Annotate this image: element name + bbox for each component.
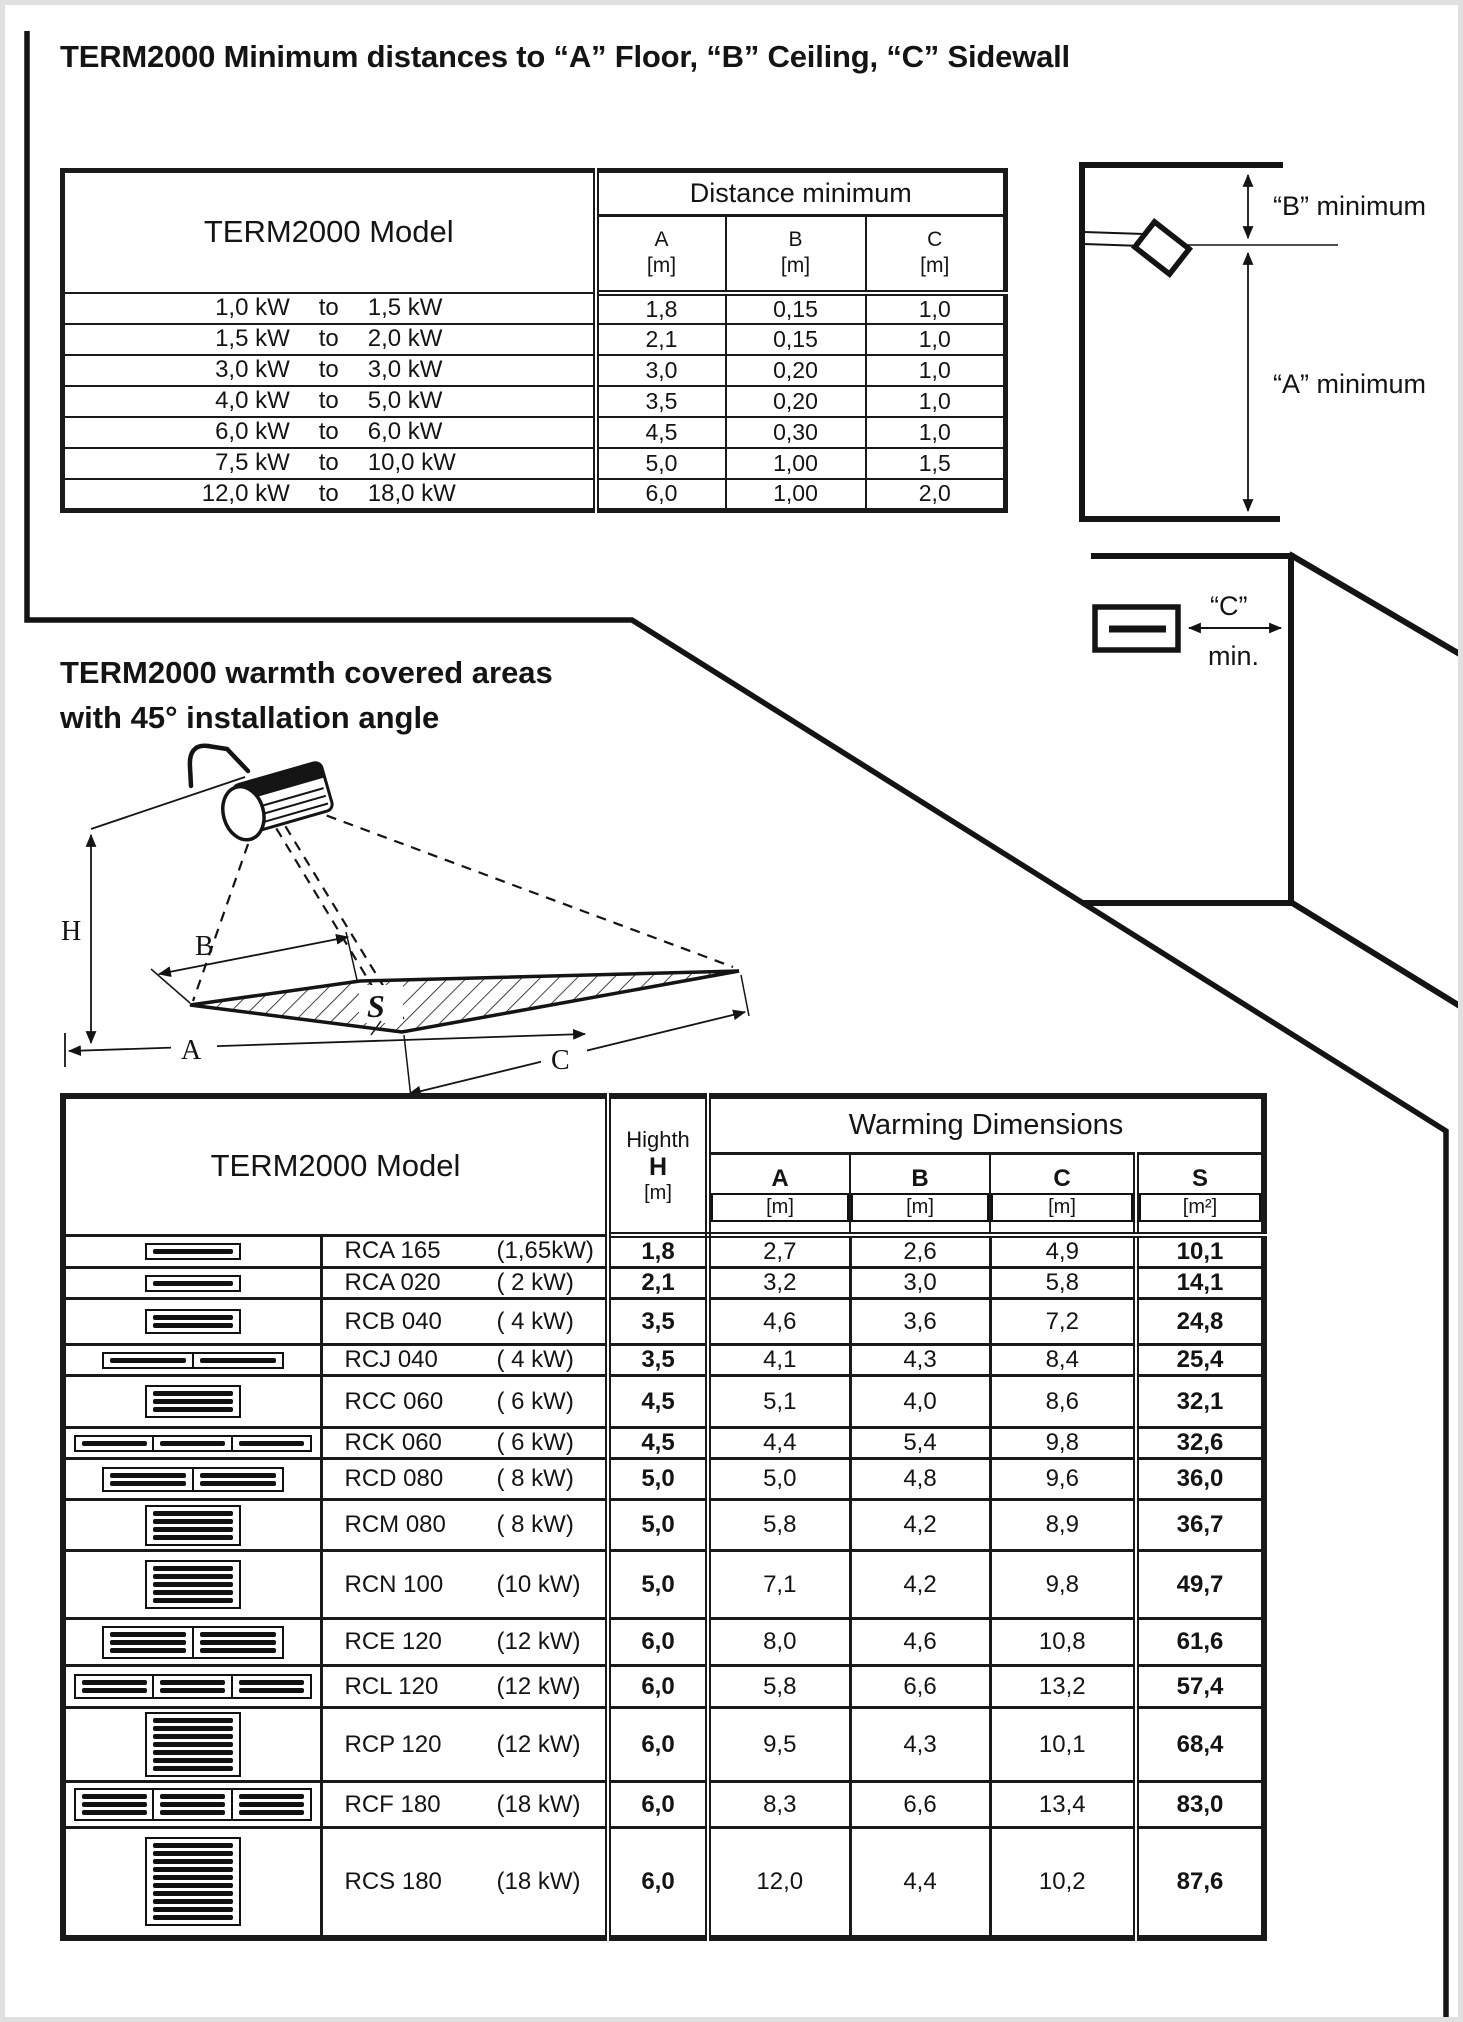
model-range-text: to bbox=[318, 356, 339, 383]
table-row bbox=[63, 1299, 1264, 1345]
heater-icon bbox=[66, 1243, 320, 1260]
a-minimum-label: “A” minimum bbox=[1273, 369, 1426, 399]
area-cell: 61,6 bbox=[1136, 1619, 1264, 1666]
model-power: (12 kW) bbox=[496, 1730, 581, 1758]
height-column-header bbox=[608, 1096, 708, 1235]
model-power: (18 kW) bbox=[496, 1790, 581, 1818]
value-a-cell: 9,5 bbox=[708, 1708, 850, 1782]
model-name-cell bbox=[321, 1299, 608, 1345]
model-name-cell bbox=[321, 1235, 608, 1268]
heater-icon-cell bbox=[63, 1268, 321, 1299]
heater-icon bbox=[66, 1788, 320, 1821]
area-cell: 32,6 bbox=[1136, 1428, 1264, 1459]
heater-icon-cell bbox=[63, 1619, 321, 1666]
heater-icon bbox=[66, 1837, 320, 1926]
table-row bbox=[63, 417, 1006, 448]
column-unit: [m] bbox=[920, 254, 950, 278]
value-c-cell: 9,6 bbox=[990, 1459, 1136, 1500]
heater-icon-cell bbox=[63, 1500, 321, 1551]
model-range-cell bbox=[63, 386, 596, 417]
model-name-cell bbox=[321, 1619, 608, 1666]
model-range-cell bbox=[63, 324, 596, 355]
column-unit: [m] bbox=[780, 254, 811, 278]
model-range-text: 10,0 kW bbox=[367, 449, 456, 476]
column-header-b bbox=[850, 1153, 990, 1235]
model-name-cell bbox=[321, 1268, 608, 1299]
column-label: A bbox=[771, 1164, 789, 1192]
value-a-cell: 8,3 bbox=[708, 1782, 850, 1828]
area-cell: 68,4 bbox=[1136, 1708, 1264, 1782]
area-cell: 87,6 bbox=[1136, 1828, 1264, 1938]
heater-unit bbox=[145, 1385, 241, 1418]
c-dim-label: C bbox=[551, 1045, 570, 1076]
heater-icon-cell bbox=[63, 1428, 321, 1459]
value-c-cell: 9,8 bbox=[990, 1551, 1136, 1619]
heater-icon bbox=[66, 1275, 320, 1292]
value-c-cell: 7,2 bbox=[990, 1299, 1136, 1345]
model-range-text: 1,5 kW bbox=[367, 294, 443, 321]
value-b-cell: 4,8 bbox=[850, 1459, 990, 1500]
section2-title-line1: TERM2000 warmth covered areas bbox=[60, 655, 553, 690]
table-row bbox=[63, 386, 1006, 417]
height-cell: 1,8 bbox=[608, 1235, 708, 1268]
model-name: RCL 120 bbox=[344, 1672, 439, 1700]
height-cell: 6,0 bbox=[608, 1619, 708, 1666]
heater-icon-cell bbox=[63, 1708, 321, 1782]
value-c-cell: 8,4 bbox=[990, 1345, 1136, 1376]
table-row bbox=[63, 1268, 1264, 1299]
area-cell: 36,0 bbox=[1136, 1459, 1264, 1500]
heater-icon bbox=[1095, 607, 1178, 650]
model-name: RCB 040 bbox=[344, 1307, 442, 1335]
table-row bbox=[63, 1828, 1264, 1938]
height-cell: 3,5 bbox=[608, 1299, 708, 1345]
height-cell: 2,1 bbox=[608, 1268, 708, 1299]
model-name-cell bbox=[321, 1345, 608, 1376]
column-label: B bbox=[911, 1164, 929, 1192]
model-range-text: 3,0 kW bbox=[367, 356, 443, 383]
model-name-cell bbox=[321, 1828, 608, 1938]
value-c-cell: 1,0 bbox=[866, 293, 1006, 324]
model-name: RCA 165 bbox=[344, 1237, 441, 1265]
model-column-header: TERM2000 Model bbox=[63, 171, 596, 293]
heater-unit bbox=[145, 1505, 241, 1546]
value-a-cell: 5,8 bbox=[708, 1666, 850, 1708]
model-name: RCJ 040 bbox=[344, 1346, 438, 1373]
heater-icon bbox=[66, 1712, 320, 1777]
model-range-cell bbox=[63, 417, 596, 448]
table-row bbox=[63, 1376, 1264, 1428]
model-power: (1,65kW) bbox=[496, 1237, 594, 1265]
value-a-cell: 8,0 bbox=[708, 1619, 850, 1666]
table-row bbox=[63, 1782, 1264, 1828]
model-range-text: 7,5 kW bbox=[215, 449, 290, 476]
model-name-cell bbox=[321, 1376, 608, 1428]
model-power: ( 6 kW) bbox=[496, 1429, 574, 1456]
model-name: RCK 060 bbox=[344, 1429, 442, 1456]
heater-unit bbox=[145, 1275, 241, 1292]
column-label: C bbox=[927, 228, 943, 251]
value-c-cell: 8,9 bbox=[990, 1500, 1136, 1551]
model-range-text: to bbox=[318, 418, 339, 445]
model-range-text: to bbox=[318, 294, 339, 321]
min-label: min. bbox=[1208, 641, 1260, 671]
heater-unit bbox=[145, 1560, 241, 1609]
heater-icon-cell bbox=[63, 1235, 321, 1268]
model-column-header: TERM2000 Model bbox=[63, 1096, 608, 1235]
section2-title-line2: with 45° installation angle bbox=[60, 700, 440, 735]
model-range-text: 4,0 kW bbox=[215, 387, 290, 414]
model-range-text: 12,0 kW bbox=[201, 479, 290, 507]
column-header-c bbox=[866, 216, 1006, 293]
value-a-cell: 5,1 bbox=[708, 1376, 850, 1428]
value-a-cell: 2,1 bbox=[596, 324, 726, 355]
height-cell: 6,0 bbox=[608, 1828, 708, 1938]
column-label: S bbox=[1191, 1164, 1208, 1192]
model-power: (18 kW) bbox=[496, 1867, 581, 1895]
model-range-cell bbox=[63, 448, 596, 479]
table-row bbox=[63, 1428, 1264, 1459]
heater-icon bbox=[66, 1505, 320, 1546]
heater-unit bbox=[231, 1435, 312, 1452]
heater-icon-cell bbox=[63, 1299, 321, 1345]
model-power: ( 4 kW) bbox=[496, 1307, 574, 1335]
heater-unit bbox=[231, 1674, 312, 1699]
value-b-cell: 0,30 bbox=[726, 417, 866, 448]
value-a-cell: 4,5 bbox=[596, 417, 726, 448]
model-power: ( 2 kW) bbox=[496, 1269, 574, 1296]
column-header-b bbox=[726, 216, 866, 293]
area-cell: 57,4 bbox=[1136, 1666, 1264, 1708]
sidewall-diagram bbox=[1083, 553, 1463, 1011]
model-power: ( 8 kW) bbox=[496, 1465, 574, 1492]
heater-unit bbox=[145, 1243, 241, 1260]
area-cell: 24,8 bbox=[1136, 1299, 1264, 1345]
model-name: RCC 060 bbox=[344, 1387, 444, 1415]
model-range-text: 6,0 kW bbox=[215, 418, 290, 445]
value-c-cell: 1,0 bbox=[866, 417, 1006, 448]
heater-icon bbox=[66, 1560, 320, 1609]
value-b-cell: 1,00 bbox=[726, 448, 866, 479]
model-name: RCA 020 bbox=[344, 1269, 441, 1296]
heater-icon bbox=[1135, 222, 1189, 274]
value-c-cell: 10,8 bbox=[990, 1619, 1136, 1666]
value-b-cell: 4,3 bbox=[850, 1345, 990, 1376]
model-name-cell bbox=[321, 1551, 608, 1619]
model-range-cell bbox=[63, 293, 596, 324]
heater-icon bbox=[66, 1674, 320, 1699]
model-range-text: 1,0 kW bbox=[215, 294, 290, 321]
model-name: RCS 180 bbox=[344, 1867, 442, 1895]
table-row bbox=[63, 1551, 1264, 1619]
b-dim-label: B bbox=[195, 931, 214, 962]
heater-unit bbox=[192, 1626, 284, 1659]
value-a-cell: 3,5 bbox=[596, 386, 726, 417]
height-cell: 3,5 bbox=[608, 1345, 708, 1376]
heater-icon-cell bbox=[63, 1666, 321, 1708]
value-b-cell: 1,00 bbox=[726, 479, 866, 511]
column-unit: [m] bbox=[991, 1193, 1133, 1222]
value-c-cell: 4,9 bbox=[990, 1235, 1136, 1268]
model-power: (10 kW) bbox=[496, 1570, 581, 1598]
value-b-cell: 3,0 bbox=[850, 1268, 990, 1299]
heater-icon-cell bbox=[63, 1376, 321, 1428]
table-row bbox=[63, 1500, 1264, 1551]
value-b-cell: 0,15 bbox=[726, 324, 866, 355]
s-area-label: S bbox=[367, 988, 385, 1024]
height-cell: 5,0 bbox=[608, 1500, 708, 1551]
value-c-cell: 13,4 bbox=[990, 1782, 1136, 1828]
value-c-cell: 8,6 bbox=[990, 1376, 1136, 1428]
warming-table bbox=[60, 1093, 1267, 1941]
heater-icon-cell bbox=[63, 1345, 321, 1376]
value-b-cell: 6,6 bbox=[850, 1666, 990, 1708]
column-header-a bbox=[708, 1153, 850, 1235]
model-range-cell bbox=[63, 355, 596, 386]
model-power: ( 8 kW) bbox=[496, 1511, 574, 1538]
table-row bbox=[63, 1235, 1264, 1268]
column-unit: [m²] bbox=[1139, 1193, 1261, 1222]
model-name-cell bbox=[321, 1500, 608, 1551]
height-header-unit: [m] bbox=[644, 1181, 672, 1204]
column-label: B bbox=[788, 228, 803, 251]
model-name: RCP 120 bbox=[344, 1730, 442, 1758]
heater-icon-cell bbox=[63, 1782, 321, 1828]
model-range-text: 3,0 kW bbox=[215, 356, 290, 383]
value-c-cell: 1,5 bbox=[866, 448, 1006, 479]
height-cell: 4,5 bbox=[608, 1376, 708, 1428]
heater-icon-cell bbox=[63, 1551, 321, 1619]
table-row bbox=[63, 355, 1006, 386]
value-c-cell: 1,0 bbox=[866, 386, 1006, 417]
heater-sketch-icon bbox=[190, 746, 336, 845]
column-label: C bbox=[1053, 1164, 1071, 1192]
value-a-cell: 4,4 bbox=[708, 1428, 850, 1459]
model-name-cell bbox=[321, 1428, 608, 1459]
heater-unit bbox=[152, 1435, 233, 1452]
value-a-cell: 3,2 bbox=[708, 1268, 850, 1299]
warmth-area-diagram bbox=[61, 746, 749, 1098]
model-power: ( 6 kW) bbox=[496, 1387, 574, 1415]
model-range-text: to bbox=[318, 449, 339, 476]
value-a-cell: 5,8 bbox=[708, 1500, 850, 1551]
value-a-cell: 7,1 bbox=[708, 1551, 850, 1619]
h-dim-label: H bbox=[61, 916, 82, 947]
model-name-cell bbox=[321, 1708, 608, 1782]
value-b-cell: 0,20 bbox=[726, 355, 866, 386]
heater-unit bbox=[192, 1352, 284, 1369]
heater-icon bbox=[66, 1309, 320, 1334]
column-unit: [m] bbox=[646, 254, 677, 278]
area-cell: 83,0 bbox=[1136, 1782, 1264, 1828]
table-row bbox=[63, 1459, 1264, 1500]
model-name-cell bbox=[321, 1782, 608, 1828]
heater-unit bbox=[74, 1435, 155, 1452]
table-row bbox=[63, 293, 1006, 324]
heater-icon bbox=[66, 1467, 320, 1492]
a-dim-label: A bbox=[181, 1035, 202, 1066]
value-c-cell: 1,0 bbox=[866, 324, 1006, 355]
height-cell: 5,0 bbox=[608, 1459, 708, 1500]
column-header-a bbox=[596, 216, 726, 293]
heater-icon bbox=[66, 1385, 320, 1418]
heater-unit bbox=[145, 1309, 241, 1334]
b-minimum-label: “B” minimum bbox=[1273, 191, 1426, 221]
column-header-s bbox=[1136, 1153, 1264, 1235]
heater-unit bbox=[74, 1788, 155, 1821]
page-title: TERM2000 Minimum distances to “A” Floor, “B” Ceiling, “C” Sidewall bbox=[60, 39, 1070, 74]
warming-dimensions-header: Warming Dimensions bbox=[708, 1096, 1264, 1153]
model-name-cell bbox=[321, 1666, 608, 1708]
value-b-cell: 3,6 bbox=[850, 1299, 990, 1345]
distance-table bbox=[60, 168, 1008, 513]
height-cell: 4,5 bbox=[608, 1428, 708, 1459]
model-name: RCF 180 bbox=[344, 1790, 441, 1818]
model-range-text: 18,0 kW bbox=[367, 479, 456, 507]
model-name: RCM 080 bbox=[344, 1511, 446, 1538]
heater-unit bbox=[102, 1352, 194, 1369]
model-range-text: 6,0 kW bbox=[367, 418, 443, 445]
value-a-cell: 3,0 bbox=[596, 355, 726, 386]
warm-area-polygon bbox=[190, 971, 739, 1032]
value-c-cell: 10,2 bbox=[990, 1828, 1136, 1938]
heater-unit bbox=[152, 1674, 233, 1699]
heater-unit bbox=[102, 1467, 194, 1492]
height-header-word: Highth bbox=[626, 1126, 690, 1152]
model-power: (12 kW) bbox=[496, 1628, 581, 1655]
value-a-cell: 1,8 bbox=[596, 293, 726, 324]
height-header-symbol: H bbox=[648, 1152, 668, 1181]
heater-unit bbox=[231, 1788, 312, 1821]
heater-icon bbox=[66, 1626, 320, 1659]
model-range-text: 5,0 kW bbox=[367, 387, 443, 414]
value-b-cell: 4,2 bbox=[850, 1500, 990, 1551]
table-row bbox=[63, 324, 1006, 355]
heater-unit bbox=[152, 1788, 233, 1821]
heater-unit bbox=[102, 1626, 194, 1659]
value-b-cell: 4,3 bbox=[850, 1708, 990, 1782]
value-c-cell: 1,0 bbox=[866, 355, 1006, 386]
model-power: ( 4 kW) bbox=[496, 1346, 574, 1373]
area-cell: 32,1 bbox=[1136, 1376, 1264, 1428]
model-power: (12 kW) bbox=[496, 1672, 581, 1700]
area-cell: 25,4 bbox=[1136, 1345, 1264, 1376]
value-a-cell: 12,0 bbox=[708, 1828, 850, 1938]
ceiling-floor-diagram bbox=[1082, 162, 1426, 522]
value-c-cell: 9,8 bbox=[990, 1428, 1136, 1459]
model-name: RCD 080 bbox=[344, 1465, 444, 1492]
column-unit: [m] bbox=[851, 1193, 989, 1222]
heater-unit bbox=[74, 1674, 155, 1699]
area-cell: 10,1 bbox=[1136, 1235, 1264, 1268]
column-unit: [m] bbox=[711, 1193, 849, 1222]
value-a-cell: 2,7 bbox=[708, 1235, 850, 1268]
area-cell: 49,7 bbox=[1136, 1551, 1264, 1619]
value-a-cell: 4,1 bbox=[708, 1345, 850, 1376]
value-c-cell: 10,1 bbox=[990, 1708, 1136, 1782]
height-cell: 5,0 bbox=[608, 1551, 708, 1619]
column-header-c bbox=[990, 1153, 1136, 1235]
table-row bbox=[63, 1708, 1264, 1782]
value-b-cell: 5,4 bbox=[850, 1428, 990, 1459]
heater-icon-cell bbox=[63, 1828, 321, 1938]
height-cell: 6,0 bbox=[608, 1708, 708, 1782]
table-header-row bbox=[63, 171, 1006, 216]
model-range-text: to bbox=[318, 479, 339, 507]
value-c-cell: 13,2 bbox=[990, 1666, 1136, 1708]
heater-unit bbox=[145, 1712, 241, 1777]
value-a-cell: 5,0 bbox=[596, 448, 726, 479]
heater-icon-cell bbox=[63, 1459, 321, 1500]
heater-icon bbox=[66, 1352, 320, 1369]
distance-minimum-header: Distance minimum bbox=[596, 171, 1006, 216]
height-cell: 6,0 bbox=[608, 1782, 708, 1828]
area-cell: 14,1 bbox=[1136, 1268, 1264, 1299]
value-b-cell: 4,0 bbox=[850, 1376, 990, 1428]
section2-title bbox=[60, 650, 620, 740]
model-name-cell bbox=[321, 1459, 608, 1500]
value-b-cell: 0,15 bbox=[726, 293, 866, 324]
value-b-cell: 4,2 bbox=[850, 1551, 990, 1619]
table-row bbox=[63, 479, 1006, 511]
value-b-cell: 0,20 bbox=[726, 386, 866, 417]
heater-unit bbox=[145, 1837, 241, 1926]
model-range-text: 1,5 kW bbox=[215, 325, 290, 352]
value-b-cell: 2,6 bbox=[850, 1235, 990, 1268]
value-c-cell: 2,0 bbox=[866, 479, 1006, 511]
table-row bbox=[63, 1345, 1264, 1376]
value-a-cell: 6,0 bbox=[596, 479, 726, 511]
heater-unit bbox=[192, 1467, 284, 1492]
model-range-text: to bbox=[318, 325, 339, 352]
height-cell: 6,0 bbox=[608, 1666, 708, 1708]
value-a-cell: 5,0 bbox=[708, 1459, 850, 1500]
table-row bbox=[63, 448, 1006, 479]
model-name: RCN 100 bbox=[344, 1570, 444, 1598]
model-range-text: 2,0 kW bbox=[367, 325, 443, 352]
model-range-cell bbox=[63, 479, 596, 511]
area-cell: 36,7 bbox=[1136, 1500, 1264, 1551]
model-name: RCE 120 bbox=[344, 1628, 442, 1655]
value-c-cell: 5,8 bbox=[990, 1268, 1136, 1299]
heater-icon bbox=[66, 1435, 320, 1452]
column-label: A bbox=[654, 228, 669, 251]
value-b-cell: 4,4 bbox=[850, 1828, 990, 1938]
c-label: “C” bbox=[1210, 591, 1248, 621]
table-row bbox=[63, 1666, 1264, 1708]
model-range-text: to bbox=[318, 387, 339, 414]
table-row bbox=[63, 1619, 1264, 1666]
value-b-cell: 4,6 bbox=[850, 1619, 990, 1666]
value-a-cell: 4,6 bbox=[708, 1299, 850, 1345]
table-header-row bbox=[63, 1096, 1264, 1153]
value-b-cell: 6,6 bbox=[850, 1782, 990, 1828]
